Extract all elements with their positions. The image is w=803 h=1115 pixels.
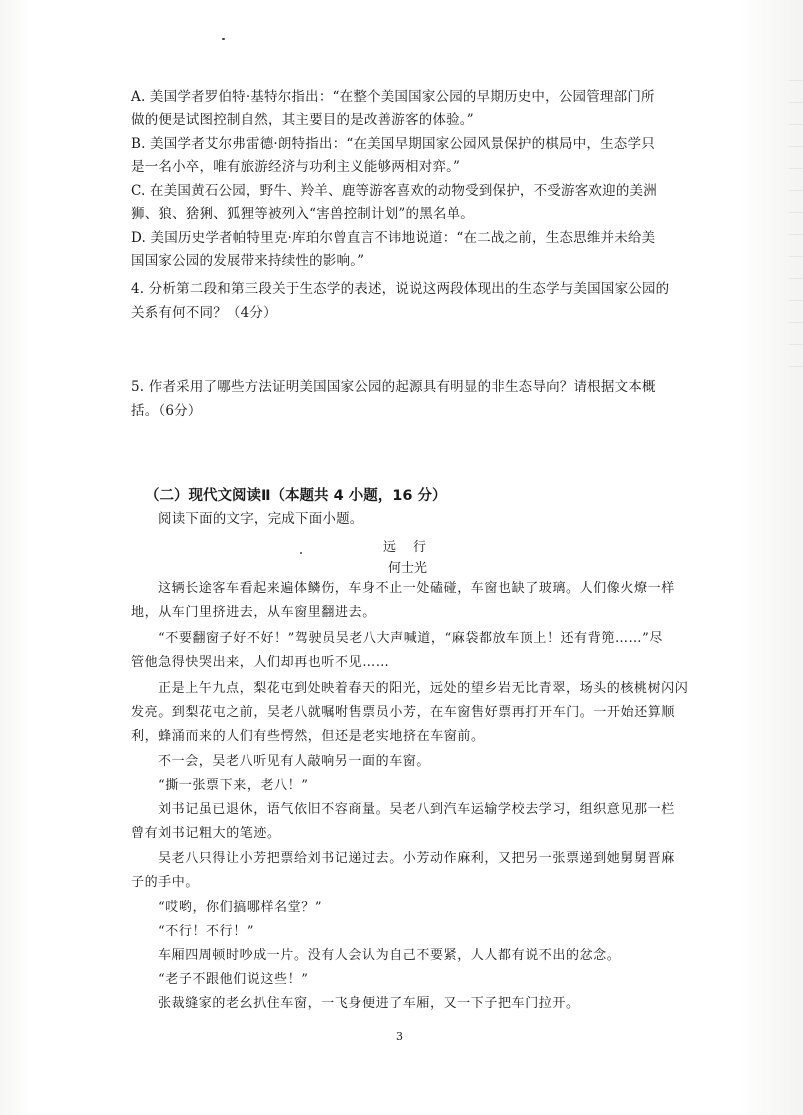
story-p2-line-1: “不要翻窗子好不好！”驾驶员吴老八大声喊道，“麻袋都放车顶上！还有背篼……”尽 xyxy=(158,631,663,646)
story-p4: 不一会，吴老八听见有人敲响另一面的车窗。 xyxy=(158,754,431,769)
story-author: 何士光 xyxy=(388,561,428,576)
story-p10: 车厢四周顿时吵成一片。没有人会认为自己不要紧，人人都有说不出的忿念。 xyxy=(158,948,621,963)
story-p5: “撕一张票下来，老八！” xyxy=(158,778,309,793)
story-p6-line-2: 曾有刘书记粗大的笔迹。 xyxy=(131,826,281,841)
section-two-title: （二）现代文阅读Ⅱ（本题共 4 小题，16 分） xyxy=(145,488,447,504)
option-b-line-1: B. 美国学者艾尔弗雷德·朗特指出：“在美国早期国家公园风景保护的棋局中，生态学只 xyxy=(131,136,655,152)
option-a-line-2: 做的便是试图控制自然，其主要目的是改善游客的体验。” xyxy=(131,112,474,128)
section-two-instruction: 阅读下面的文字，完成下面小题。 xyxy=(158,511,364,527)
story-p8: “哎哟，你们搞哪样名堂？” xyxy=(158,900,323,915)
story-p1-line-1: 这辆长途客车看起来遍体鳞伤，车身不止一处磕碰，车窗也缺了玻璃。人们像火燎一样 xyxy=(158,581,675,596)
story-p6-line-1: 刘书记虽已退休，语气依旧不容商量。吴老八到汽车运输学校去学习，组织意见那一栏 xyxy=(158,802,675,817)
story-p7-line-2: 子的手中。 xyxy=(131,875,200,890)
option-a-line-1: A. 美国学者罗伯特·基特尔指出：“在整个美国国家公园的早期历史中，公园管理部门所 xyxy=(131,89,655,105)
option-d-line-1: D. 美国历史学者帕特里克·库珀尔曾直言不讳地说道：“在二战之前，生态思维并未给美 xyxy=(131,230,656,246)
option-b-line-2: 是一名小卒，唯有旅游经济与功利主义能够两相对弈。” xyxy=(131,159,461,175)
story-p11: “老子不跟他们说这些！” xyxy=(158,972,309,987)
story-p1-line-2: 地，从车门里挤进去，从车窗里翻进去。 xyxy=(131,605,376,620)
story-p9: “不行！不行！” xyxy=(158,924,255,939)
story-p3-line-2: 发亮。到梨花屯之前，吴老八就嘱咐售票员小芳，在车窗售好票再打开车门。一开始还算顺 xyxy=(131,705,676,720)
question-5-line-1: 5. 作者采用了哪些方法证明美国国家公园的起源具有明显的非生态导向？请根据文本概 xyxy=(131,379,656,395)
story-p3-line-1: 正是上午九点，梨花屯到处映着春天的阳光，远处的望乡岩无比青翠，场头的核桃树闪闪 xyxy=(158,681,689,696)
story-p12: 张裁缝家的老幺扒住车窗，一飞身便进了车厢，又一下子把车门拉开。 xyxy=(158,996,580,1011)
scan-speck xyxy=(300,552,302,554)
scan-margin-artifact xyxy=(789,80,803,380)
story-p7-line-1: 吴老八只得让小芳把票给刘书记递过去。小芳动作麻利，又把另一张票递到她舅舅晋麻 xyxy=(158,851,675,866)
question-4-line-2: 关系有何不同？（4分） xyxy=(131,305,277,321)
story-title: 远 行 xyxy=(383,540,429,555)
page-number: 3 xyxy=(396,1030,403,1043)
scan-speck xyxy=(222,38,225,40)
story-p2-line-2: 管他急得快哭出来，人们却再也听不见…… xyxy=(131,655,390,670)
question-4-line-1: 4. 分析第二段和第三段关于生态学的表述，说说这两段体现出的生态学与美国国家公园的 xyxy=(131,281,670,297)
option-c-line-2: 狮、狼、猞猁、狐狸等被列入“害兽控制计划”的黑名单。 xyxy=(131,206,475,222)
option-d-line-2: 国国家公园的发展带来持续性的影响。” xyxy=(131,253,365,269)
question-5-line-2: 括。（6分） xyxy=(131,403,202,419)
story-p3-line-3: 利，蜂涌而来的人们有些愕然，但还是老实地挤在车窗前。 xyxy=(131,729,485,744)
option-c-line-1: C. 在美国黄石公园，野牛、羚羊、鹿等游客喜欢的动物受到保护，不受游客欢迎的美洲 xyxy=(131,183,657,199)
